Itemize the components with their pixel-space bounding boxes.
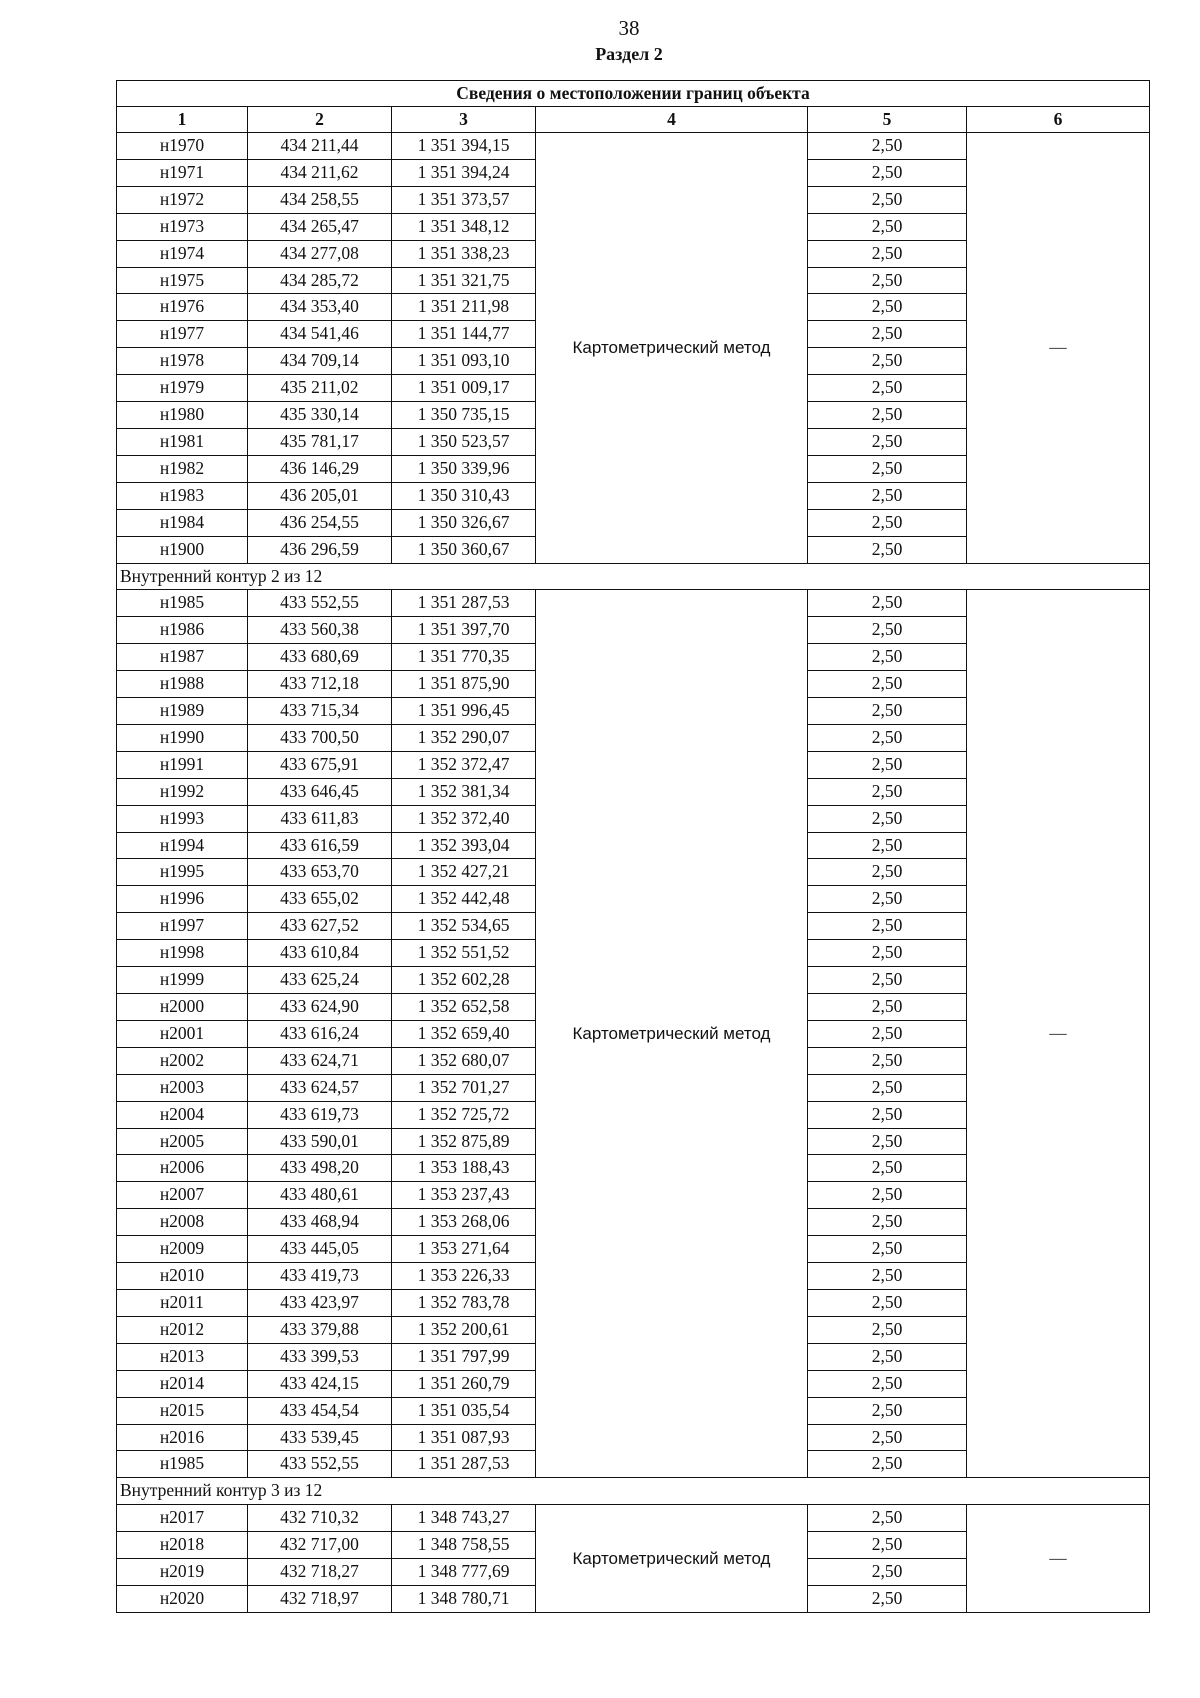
precision-value: 2,50	[808, 832, 967, 859]
table-row	[117, 133, 1150, 160]
precision-value: 2,50	[808, 536, 967, 563]
coord-y: 1 353 226,33	[392, 1263, 536, 1290]
precision-value: 2,50	[808, 617, 967, 644]
coord-y: 1 352 783,78	[392, 1289, 536, 1316]
precision-value: 2,50	[808, 1074, 967, 1101]
point-id: н2019	[117, 1559, 248, 1586]
coord-x: 433 653,70	[248, 859, 392, 886]
precision-value: 2,50	[808, 1209, 967, 1236]
coord-x: 433 646,45	[248, 778, 392, 805]
point-id: н2017	[117, 1505, 248, 1532]
point-id: н2015	[117, 1397, 248, 1424]
coord-x: 433 379,88	[248, 1316, 392, 1343]
precision-value: 2,50	[808, 590, 967, 617]
point-id: н1900	[117, 536, 248, 563]
coord-y: 1 351 373,57	[392, 186, 536, 213]
coord-y: 1 351 770,35	[392, 644, 536, 671]
coord-x: 432 710,32	[248, 1505, 392, 1532]
coord-y: 1 352 875,89	[392, 1128, 536, 1155]
coord-x: 434 211,62	[248, 159, 392, 186]
point-id: н1984	[117, 509, 248, 536]
point-id: н1997	[117, 913, 248, 940]
coord-y: 1 350 326,67	[392, 509, 536, 536]
coord-y: 1 351 348,12	[392, 213, 536, 240]
point-id: н2009	[117, 1236, 248, 1263]
coord-x: 436 254,55	[248, 509, 392, 536]
precision-value: 2,50	[808, 1370, 967, 1397]
coord-y: 1 353 268,06	[392, 1209, 536, 1236]
table-body	[117, 81, 1150, 1613]
precision-value: 2,50	[808, 1585, 967, 1612]
column-header: 5	[808, 107, 967, 133]
coord-y: 1 350 523,57	[392, 428, 536, 455]
method-cell: Картометрический метод	[536, 133, 808, 564]
point-id: н1974	[117, 240, 248, 267]
coord-y: 1 353 188,43	[392, 1155, 536, 1182]
precision-value: 2,50	[808, 1451, 967, 1478]
point-id: н1970	[117, 133, 248, 160]
coord-x: 433 624,71	[248, 1047, 392, 1074]
coord-y: 1 350 310,43	[392, 482, 536, 509]
precision-value: 2,50	[808, 321, 967, 348]
precision-value: 2,50	[808, 994, 967, 1021]
point-id: н1987	[117, 644, 248, 671]
coord-x: 435 330,14	[248, 402, 392, 429]
coord-x: 433 552,55	[248, 590, 392, 617]
coord-x: 433 480,61	[248, 1182, 392, 1209]
coord-y: 1 351 321,75	[392, 267, 536, 294]
precision-value: 2,50	[808, 402, 967, 429]
coord-y: 1 351 211,98	[392, 294, 536, 321]
point-id: н1990	[117, 724, 248, 751]
coord-x: 435 211,02	[248, 375, 392, 402]
precision-value: 2,50	[808, 1101, 967, 1128]
point-id: н2010	[117, 1263, 248, 1290]
point-id: н1992	[117, 778, 248, 805]
point-id: н1973	[117, 213, 248, 240]
coord-y: 1 352 725,72	[392, 1101, 536, 1128]
coord-x: 432 718,27	[248, 1559, 392, 1586]
precision-value: 2,50	[808, 267, 967, 294]
coord-y: 1 352 680,07	[392, 1047, 536, 1074]
boundary-table	[116, 80, 1150, 1613]
coord-x: 433 560,38	[248, 617, 392, 644]
point-id: н1989	[117, 698, 248, 725]
coord-y: 1 352 551,52	[392, 940, 536, 967]
point-id: н2013	[117, 1343, 248, 1370]
coord-x: 433 611,83	[248, 805, 392, 832]
coord-y: 1 351 394,24	[392, 159, 536, 186]
point-id: н2007	[117, 1182, 248, 1209]
coord-y: 1 351 287,53	[392, 590, 536, 617]
coord-x: 433 419,73	[248, 1263, 392, 1290]
coord-x: 434 709,14	[248, 348, 392, 375]
coord-x: 435 781,17	[248, 428, 392, 455]
precision-value: 2,50	[808, 913, 967, 940]
coord-x: 433 498,20	[248, 1155, 392, 1182]
coord-x: 433 610,84	[248, 940, 392, 967]
coord-x: 433 424,15	[248, 1370, 392, 1397]
coord-x: 433 619,73	[248, 1101, 392, 1128]
point-id: н1975	[117, 267, 248, 294]
coord-x: 433 680,69	[248, 644, 392, 671]
contour-row	[117, 563, 1150, 590]
coord-x: 433 627,52	[248, 913, 392, 940]
coord-y: 1 352 701,27	[392, 1074, 536, 1101]
point-id: н2014	[117, 1370, 248, 1397]
precision-value: 2,50	[808, 455, 967, 482]
point-id: н1988	[117, 671, 248, 698]
contour-label: Внутренний контур 3 из 12	[117, 1478, 1150, 1505]
coord-y: 1 352 200,61	[392, 1316, 536, 1343]
precision-value: 2,50	[808, 1182, 967, 1209]
coord-y: 1 353 237,43	[392, 1182, 536, 1209]
precision-value: 2,50	[808, 1236, 967, 1263]
point-id: н2005	[117, 1128, 248, 1155]
point-id: н1982	[117, 455, 248, 482]
point-id: н1991	[117, 751, 248, 778]
coord-x: 436 205,01	[248, 482, 392, 509]
point-id: н1985	[117, 1451, 248, 1478]
precision-value: 2,50	[808, 1559, 967, 1586]
precision-value: 2,50	[808, 1263, 967, 1290]
coord-x: 433 616,59	[248, 832, 392, 859]
coord-y: 1 350 339,96	[392, 455, 536, 482]
coord-y: 1 351 797,99	[392, 1343, 536, 1370]
col6-dash: —	[967, 1505, 1150, 1613]
point-id: н2001	[117, 1020, 248, 1047]
point-id: н2012	[117, 1316, 248, 1343]
coord-y: 1 352 534,65	[392, 913, 536, 940]
precision-value: 2,50	[808, 1047, 967, 1074]
coord-y: 1 351 996,45	[392, 698, 536, 725]
coord-y: 1 348 780,71	[392, 1585, 536, 1612]
table-row	[117, 1505, 1150, 1532]
method-cell: Картометрический метод	[536, 590, 808, 1478]
column-header: 2	[248, 107, 392, 133]
coord-x: 433 468,94	[248, 1209, 392, 1236]
col6-dash: —	[967, 590, 1150, 1478]
point-id: н1977	[117, 321, 248, 348]
coord-x: 433 454,54	[248, 1397, 392, 1424]
point-id: н1972	[117, 186, 248, 213]
coord-y: 1 353 271,64	[392, 1236, 536, 1263]
point-id: н2003	[117, 1074, 248, 1101]
precision-value: 2,50	[808, 1316, 967, 1343]
coord-x: 433 399,53	[248, 1343, 392, 1370]
coord-y: 1 350 735,15	[392, 402, 536, 429]
coord-x: 434 265,47	[248, 213, 392, 240]
precision-value: 2,50	[808, 1343, 967, 1370]
point-id: н1999	[117, 967, 248, 994]
coord-y: 1 352 602,28	[392, 967, 536, 994]
coord-y: 1 351 093,10	[392, 348, 536, 375]
coord-y: 1 348 758,55	[392, 1532, 536, 1559]
coord-y: 1 351 875,90	[392, 671, 536, 698]
precision-value: 2,50	[808, 805, 967, 832]
coord-y: 1 351 144,77	[392, 321, 536, 348]
coord-x: 433 590,01	[248, 1128, 392, 1155]
coord-x: 436 146,29	[248, 455, 392, 482]
coord-x: 434 258,55	[248, 186, 392, 213]
col6-dash: —	[967, 133, 1150, 564]
coord-y: 1 352 372,47	[392, 751, 536, 778]
point-id: н1971	[117, 159, 248, 186]
point-id: н1993	[117, 805, 248, 832]
coord-y: 1 352 381,34	[392, 778, 536, 805]
coord-y: 1 351 035,54	[392, 1397, 536, 1424]
coord-y: 1 351 087,93	[392, 1424, 536, 1451]
coord-y: 1 351 394,15	[392, 133, 536, 160]
precision-value: 2,50	[808, 1155, 967, 1182]
coord-y: 1 348 743,27	[392, 1505, 536, 1532]
point-id: н1995	[117, 859, 248, 886]
precision-value: 2,50	[808, 644, 967, 671]
precision-value: 2,50	[808, 1424, 967, 1451]
column-header: 3	[392, 107, 536, 133]
column-header: 6	[967, 107, 1150, 133]
precision-value: 2,50	[808, 509, 967, 536]
point-id: н1980	[117, 402, 248, 429]
precision-value: 2,50	[808, 751, 967, 778]
precision-value: 2,50	[808, 1532, 967, 1559]
column-header: 1	[117, 107, 248, 133]
coord-x: 433 445,05	[248, 1236, 392, 1263]
coord-y: 1 352 427,21	[392, 859, 536, 886]
coord-x: 432 718,97	[248, 1585, 392, 1612]
table-row	[117, 590, 1150, 617]
coord-x: 433 655,02	[248, 886, 392, 913]
precision-value: 2,50	[808, 724, 967, 751]
coord-x: 433 715,34	[248, 698, 392, 725]
method-cell: Картометрический метод	[536, 1505, 808, 1613]
coord-x: 433 712,18	[248, 671, 392, 698]
coord-y: 1 352 442,48	[392, 886, 536, 913]
coord-x: 434 541,46	[248, 321, 392, 348]
column-header-row	[117, 107, 1150, 133]
precision-value: 2,50	[808, 159, 967, 186]
point-id: н2011	[117, 1289, 248, 1316]
coord-y: 1 352 652,58	[392, 994, 536, 1021]
point-id: н2002	[117, 1047, 248, 1074]
precision-value: 2,50	[808, 859, 967, 886]
coord-x: 433 423,97	[248, 1289, 392, 1316]
precision-value: 2,50	[808, 1397, 967, 1424]
coord-y: 1 351 260,79	[392, 1370, 536, 1397]
point-id: н1996	[117, 886, 248, 913]
precision-value: 2,50	[808, 133, 967, 160]
coord-x: 433 625,24	[248, 967, 392, 994]
point-id: н1985	[117, 590, 248, 617]
point-id: н2018	[117, 1532, 248, 1559]
precision-value: 2,50	[808, 213, 967, 240]
precision-value: 2,50	[808, 240, 967, 267]
point-id: н1978	[117, 348, 248, 375]
point-id: н1986	[117, 617, 248, 644]
point-id: н1979	[117, 375, 248, 402]
point-id: н2000	[117, 994, 248, 1021]
coord-y: 1 351 287,53	[392, 1451, 536, 1478]
point-id: н1983	[117, 482, 248, 509]
coord-y: 1 348 777,69	[392, 1559, 536, 1586]
coord-x: 432 717,00	[248, 1532, 392, 1559]
point-id: н2006	[117, 1155, 248, 1182]
coord-x: 434 353,40	[248, 294, 392, 321]
precision-value: 2,50	[808, 348, 967, 375]
precision-value: 2,50	[808, 967, 967, 994]
precision-value: 2,50	[808, 294, 967, 321]
point-id: н1981	[117, 428, 248, 455]
precision-value: 2,50	[808, 428, 967, 455]
coord-x: 433 624,90	[248, 994, 392, 1021]
precision-value: 2,50	[808, 1289, 967, 1316]
point-id: н2020	[117, 1585, 248, 1612]
coord-x: 433 539,45	[248, 1424, 392, 1451]
coord-y: 1 352 393,04	[392, 832, 536, 859]
precision-value: 2,50	[808, 671, 967, 698]
precision-value: 2,50	[808, 1505, 967, 1532]
coord-y: 1 351 397,70	[392, 617, 536, 644]
precision-value: 2,50	[808, 186, 967, 213]
point-id: н1976	[117, 294, 248, 321]
section-title: Раздел 2	[595, 44, 663, 64]
contour-label: Внутренний контур 2 из 12	[117, 563, 1150, 590]
column-header: 4	[536, 107, 808, 133]
precision-value: 2,50	[808, 940, 967, 967]
coord-y: 1 351 009,17	[392, 375, 536, 402]
precision-value: 2,50	[808, 698, 967, 725]
contour-row	[117, 1478, 1150, 1505]
point-id: н1998	[117, 940, 248, 967]
coord-x: 436 296,59	[248, 536, 392, 563]
coord-x: 433 616,24	[248, 1020, 392, 1047]
point-id: н2004	[117, 1101, 248, 1128]
precision-value: 2,50	[808, 1020, 967, 1047]
coord-x: 433 552,55	[248, 1451, 392, 1478]
coord-y: 1 352 372,40	[392, 805, 536, 832]
precision-value: 2,50	[808, 1128, 967, 1155]
point-id: н2016	[117, 1424, 248, 1451]
table-title: Сведения о местоположении границ объекта	[117, 81, 1150, 107]
coord-y: 1 352 659,40	[392, 1020, 536, 1047]
precision-value: 2,50	[808, 375, 967, 402]
coord-x: 433 675,91	[248, 751, 392, 778]
coord-x: 433 624,57	[248, 1074, 392, 1101]
coord-x: 434 211,44	[248, 133, 392, 160]
coord-x: 434 285,72	[248, 267, 392, 294]
point-id: н1994	[117, 832, 248, 859]
table-title-row	[117, 81, 1150, 107]
precision-value: 2,50	[808, 778, 967, 805]
point-id: н2008	[117, 1209, 248, 1236]
coord-x: 434 277,08	[248, 240, 392, 267]
page-number: 38	[618, 16, 640, 40]
coord-y: 1 352 290,07	[392, 724, 536, 751]
precision-value: 2,50	[808, 886, 967, 913]
coord-y: 1 350 360,67	[392, 536, 536, 563]
coord-y: 1 351 338,23	[392, 240, 536, 267]
coord-x: 433 700,50	[248, 724, 392, 751]
precision-value: 2,50	[808, 482, 967, 509]
